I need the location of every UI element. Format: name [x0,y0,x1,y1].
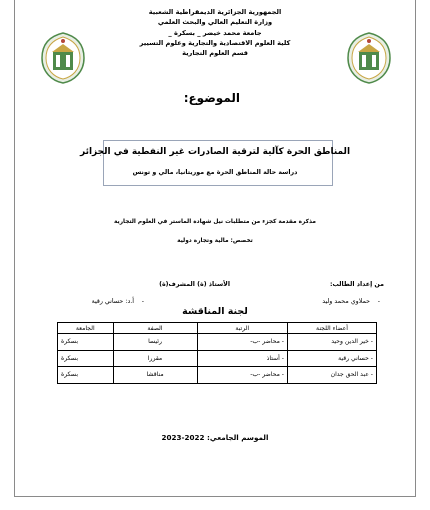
member-role: رئيسا [113,334,197,351]
table-row [58,350,377,367]
member-university: بسكرة [58,367,114,384]
student-bullet: - [377,298,380,305]
specialization: تخصص: مالية وتجارة دولية [177,238,253,244]
supervisor-label: الأستاذ (ة) المشرف(ة) [159,281,230,288]
member-role: مناقشا [113,367,197,384]
subject-label: الموضوع: [183,91,240,105]
member-name: - خير الدين وحيد [288,334,377,351]
student-name: حملاوي محمد وليد [322,298,370,305]
academic-year: الموسم الجامعي: 2022-2023 [161,433,269,442]
memo-statement: مذكرة مقدمة كجزء من متطلبات نيل شهادة الماستر في العلوم التجارية [114,219,316,225]
header-university: الجامعة [58,323,114,334]
member-rank: - أستاذ [197,350,287,367]
university-logo-right [346,32,392,84]
institution-header [95,7,335,58]
member-rank: - محاضر -ب- [197,334,287,351]
header-rank: الرتبة [197,323,287,334]
student-label: من إعداد الطالب: [329,281,384,288]
header-line-university: جامعة محمد خيضر _ بسكرة _ [168,28,262,37]
supervisor-bullet: - [141,298,144,305]
member-rank: - محاضر -ب- [197,367,287,384]
member-role: مقررا [113,350,197,367]
supervisor-name: أ.د: حساني رقية [91,298,134,305]
header-role: الصفة [113,323,197,334]
committee-table [57,322,377,384]
member-name: - عبد الحق جدان [288,367,377,384]
thesis-subtitle: دراسة حالة المناطق الحرة مع موريتانيا، مالي و تونس [132,169,298,176]
header-line-department: قسم العلوم التجارية [182,49,248,58]
table-row [58,367,377,384]
thesis-title: المناطق الحرة كآلية لترقية الصادرات غير النفطية في الجزائر [79,147,351,157]
header-line-republic: الجمهورية الجزائرية الديمقراطية الشعبية [148,8,282,16]
member-university: بسكرة [58,334,114,351]
member-name: - حساني رقية [288,350,377,367]
header-line-faculty: كلية العلوم الاقتصادية والتجارية وعلوم التسيير [139,38,291,47]
member-university: بسكرة [58,350,114,367]
committee-title: لجنة المناقشة [182,306,248,317]
university-logo-left [40,32,86,84]
header-members: أعضاء اللجنة [288,323,377,334]
committee-header-row [58,323,377,334]
header-line-ministry: وزارة التعليم العالي والبحث العلمي [157,18,273,27]
table-row [58,334,377,351]
